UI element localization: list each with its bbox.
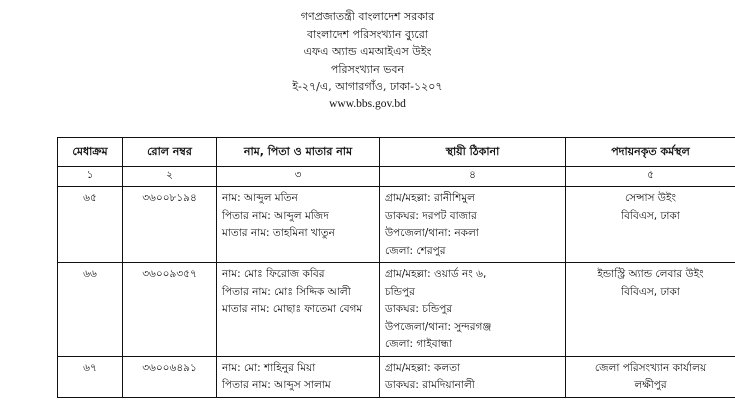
address-cell: গ্রাম/মহল্লা: ওয়ার্ড নং ৬, চন্ডিপুর ডাকঘর: চন্ডিপুর উপজেলা/থানা: সুন্দরগঞ্জ জেলা: গাইবান্ধা [380, 263, 566, 357]
roll-cell: ৩৬০০৮১৯৪ [123, 187, 217, 263]
address-cell: গ্রাম/মহল্লা: কলতা ডাকঘর: রামদিয়ানালী [380, 356, 566, 397]
result-table-wrap [57, 137, 735, 398]
website-link[interactable]: www.bbs.gov.bd [329, 97, 406, 110]
letterhead [0, 8, 735, 114]
merit-cell: ৬৫ [58, 187, 123, 263]
wing-name: এফএ অ্যান্ড এমআইএস উইং [303, 45, 432, 59]
candidate-name: নাম: মো: শাহিনুর মিয়া [222, 361, 316, 374]
father-name: পিতার নাম: মোঃ সিদ্দিক আলী [222, 285, 351, 298]
table-row [58, 263, 735, 357]
posting-cell: সেন্সাস উইং বিবিএস, ঢাকা [566, 187, 735, 263]
index-row [58, 167, 735, 187]
merit-cell: ৬৭ [58, 356, 123, 397]
roll-cell: ৩৬০০৯৩৫৭ [123, 263, 217, 357]
candidate-name: নাম: মোঃ ফিরোজ কবির [222, 268, 325, 280]
govt-name: গণপ্রজাতন্ত্রী বাংলাদেশ সরকার [300, 10, 435, 23]
col-header-name: নাম, পিতা ও মাতার নাম [217, 138, 380, 167]
building-name: পরিসংখ্যান ভবন [330, 62, 405, 76]
father-name: পিতার নাম: আব্দুল মজিদ [222, 209, 329, 222]
index-cell: ৫ [566, 167, 735, 187]
table-row [58, 187, 735, 263]
table-row [58, 356, 735, 397]
roll-cell: ৩৬০০৬৪৯১ [123, 356, 217, 397]
col-header-posting: পদায়নকৃত কর্মস্থল [566, 138, 735, 167]
address-cell: গ্রাম/মহল্লা: রানীশিমুল ডাকঘর: দরপট বাজার উপজেলা/থানা: নকলা জেলা: শেরপুর [380, 187, 566, 263]
index-cell: ১ [58, 167, 123, 187]
col-header-address: স্থায়ী ঠিকানা [380, 138, 566, 167]
bureau-name: বাংলাদেশ পরিসংখ্যান ব্যুরো [307, 27, 428, 41]
name-cell [217, 356, 380, 397]
name-cell [217, 187, 380, 263]
col-header-roll: রোল নম্বর [123, 138, 217, 167]
address-line: ই-২৭/এ, আগারগাঁও, ঢাকা-১২০৭ [292, 80, 443, 94]
posting-cell: জেলা পরিসংখ্যান কার্যালয় লক্ষীপুর [566, 356, 735, 397]
header-row [58, 138, 735, 167]
result-table [57, 137, 735, 398]
mother-name: মাতার নাম: মোছাঃ ফাতেমা বেগম [222, 303, 363, 315]
index-cell: ৩ [217, 167, 380, 187]
index-cell: ২ [123, 167, 217, 187]
col-header-merit: মেধাক্রম [58, 138, 123, 167]
mother-name: মাতার নাম: তাহমিনা খাতুন [222, 227, 335, 239]
posting-cell: ইন্ডাস্ট্রি অ্যান্ড লেবার উইং বিবিএস, ঢাকা [566, 263, 735, 357]
father-name: পিতার নাম: আব্দুস সালাম [222, 379, 331, 391]
merit-cell: ৬৬ [58, 263, 123, 357]
candidate-name: নাম: আব্দুল মতিন [222, 192, 298, 204]
name-cell [217, 263, 380, 357]
index-cell: ৪ [380, 167, 566, 187]
